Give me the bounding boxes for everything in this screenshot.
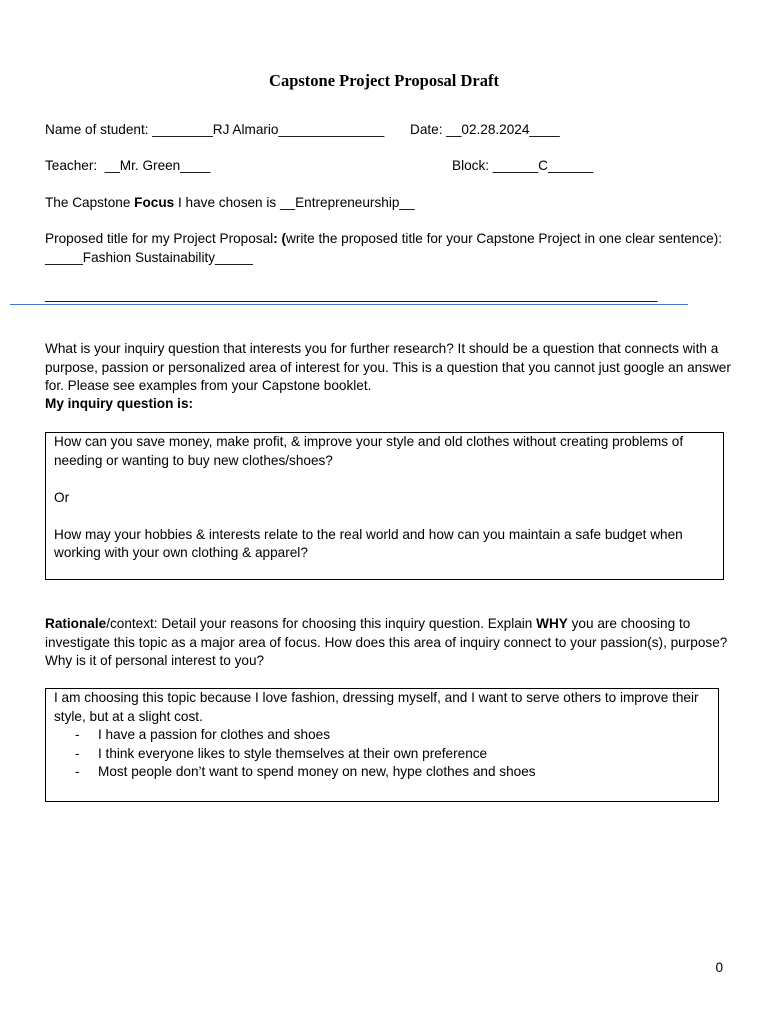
focus-bold: Focus	[134, 195, 175, 210]
list-item: - Most people don’t want to spend money on new, hype clothes and shoes	[54, 763, 710, 782]
rationale-bold-1: Rationale	[45, 616, 107, 631]
page-title: Capstone Project Proposal Draft	[269, 71, 499, 90]
list-item: - I have a passion for clothes and shoes	[54, 726, 710, 745]
list-item: - I think everyone likes to style themselves at their own preference	[54, 745, 710, 764]
proposal-title-section	[45, 230, 735, 267]
focus-line	[45, 194, 415, 213]
student-name-field: Name of student: ________RJ Almario______________	[45, 122, 385, 137]
focus-prefix: The Capstone	[45, 195, 135, 210]
proposal-suffix: write the proposed title for your Capstone Project in one clear sentence): _____Fashion Sustainability_____	[45, 231, 723, 265]
rationale-mid-2: : Detail your reasons for choosing this inquiry question. Explain	[153, 616, 537, 631]
rationale-mid-1: /context	[106, 616, 154, 631]
date-field: Date: __02.28.2024____	[410, 122, 560, 137]
rationale-answer-box	[45, 688, 719, 802]
rationale-prompt	[45, 615, 735, 671]
inquiry-answer-box	[45, 432, 724, 580]
divider-line	[10, 304, 688, 305]
proposal-underline: _________________________________________________________________________________	[45, 287, 658, 302]
teacher-field: Teacher: __Mr. Green____	[45, 158, 211, 173]
rationale-rest: you are choosing to investigate this topic as a major area of focus. How does this area of inquiry connect to your passion(s), purpose? Why is it of personal interest to you?	[45, 616, 728, 668]
rationale-bullet-list	[54, 726, 710, 782]
rationale-bold-2: WHY	[536, 616, 568, 631]
inquiry-prompt: What is your inquiry question that interests you for further research? It should be a question that connects with a purpose, passion or personalized area of interest for you. This is a question that you cannot just google an answer for. Please see examples from your Capstone booklet.	[45, 341, 731, 393]
proposal-bold: : (	[273, 231, 287, 246]
bullet-dash-icon: -	[75, 745, 80, 761]
proposal-prefix: Proposed title for my Project Proposal	[45, 231, 274, 246]
inquiry-answer-1: How can you save money, make profit, & improve your style and old clothes without creating problems of needing or wanting to buy new clothes/shoes?	[54, 434, 684, 468]
bullet-dash-icon: -	[75, 727, 80, 742]
bullet-dash-icon: -	[75, 764, 80, 779]
inquiry-heading: My inquiry question is:	[45, 396, 194, 411]
inquiry-answer-2: How may your hobbies & interests relate to the real world and how can you maintain a safe budget when working with your own clothing & apparel?	[54, 526, 683, 560]
rationale-answer: I am choosing this topic because I love fashion, dressing myself, and I want to serve others to improve their style, but at a slight cost.	[54, 690, 699, 724]
page-number: 0	[715, 960, 723, 975]
block-field: Block: ______C______	[452, 158, 594, 173]
inquiry-or: Or	[54, 489, 70, 505]
focus-suffix: I have chosen is __Entrepreneurship__	[174, 195, 415, 210]
